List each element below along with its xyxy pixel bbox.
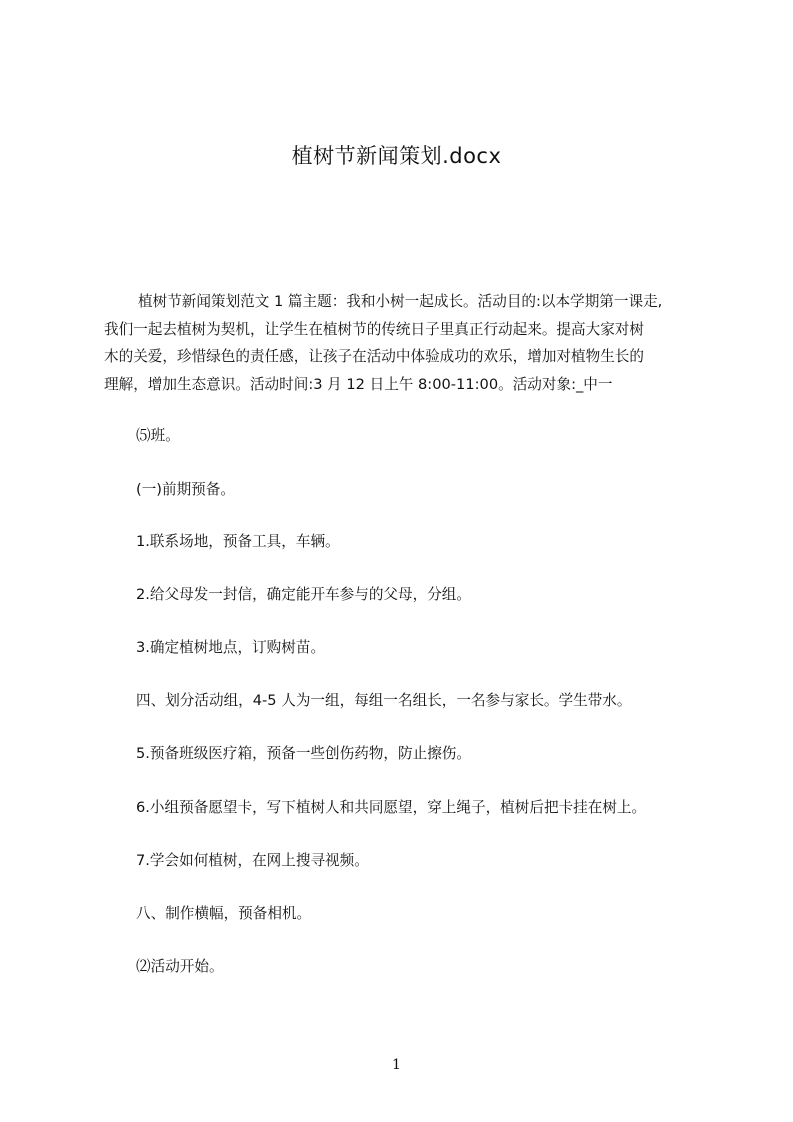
paragraph-item-8: 八、制作横幅，预备相机。 <box>136 905 312 922</box>
intro-paragraph <box>104 288 724 398</box>
paragraph-item-7: 7.学会如何植树，在网上搜寻视频。 <box>136 852 369 869</box>
paragraph-activity-start: ⑵活动开始。 <box>136 958 224 975</box>
intro-line: 理解，增加生态意识。活动时间:3 月 12 日上午 8:00-11:00。活动对象:_中一 <box>104 375 613 393</box>
page-number: 1 <box>392 1057 401 1073</box>
paragraph-item-5: 5.预备班级医疗箱，预备一些创伤药物，防止擦伤。 <box>136 745 471 762</box>
paragraph-item-4: 四、划分活动组，4-5 人为一组，每组一名组长，一名参与家长。学生带水。 <box>136 692 632 709</box>
paragraph-item-1: 1.联系场地，预备工具，车辆。 <box>136 533 340 550</box>
paragraph-item-3: 3.确定植树地点，订购树苗。 <box>136 639 326 656</box>
paragraph-preparation-heading: (一)前期预备。 <box>136 481 235 498</box>
intro-line: 我们一起去植树为契机，让学生在植树节的传统日子里真正行动起来。提高大家对树 <box>104 320 644 338</box>
intro-line: 植树节新闻策划范文 1 篇主题：我和小树一起成长。活动目的:以本学期第一课走, <box>138 293 663 310</box>
paragraph-class: ⑸班。 <box>136 427 180 444</box>
intro-line: 木的关爱，珍惜绿色的责任感，让孩子在活动中体验成功的欢乐，增加对植物生长的 <box>104 348 644 365</box>
document-title: 植树节新闻策划.docx <box>291 144 502 168</box>
paragraph-item-2: 2.给父母发一封信，确定能开车参与的父母，分组。 <box>136 586 471 603</box>
paragraph-item-6: 6.小组预备愿望卡，写下植树人和共同愿望，穿上绳子，植树后把卡挂在树上。 <box>136 799 647 816</box>
